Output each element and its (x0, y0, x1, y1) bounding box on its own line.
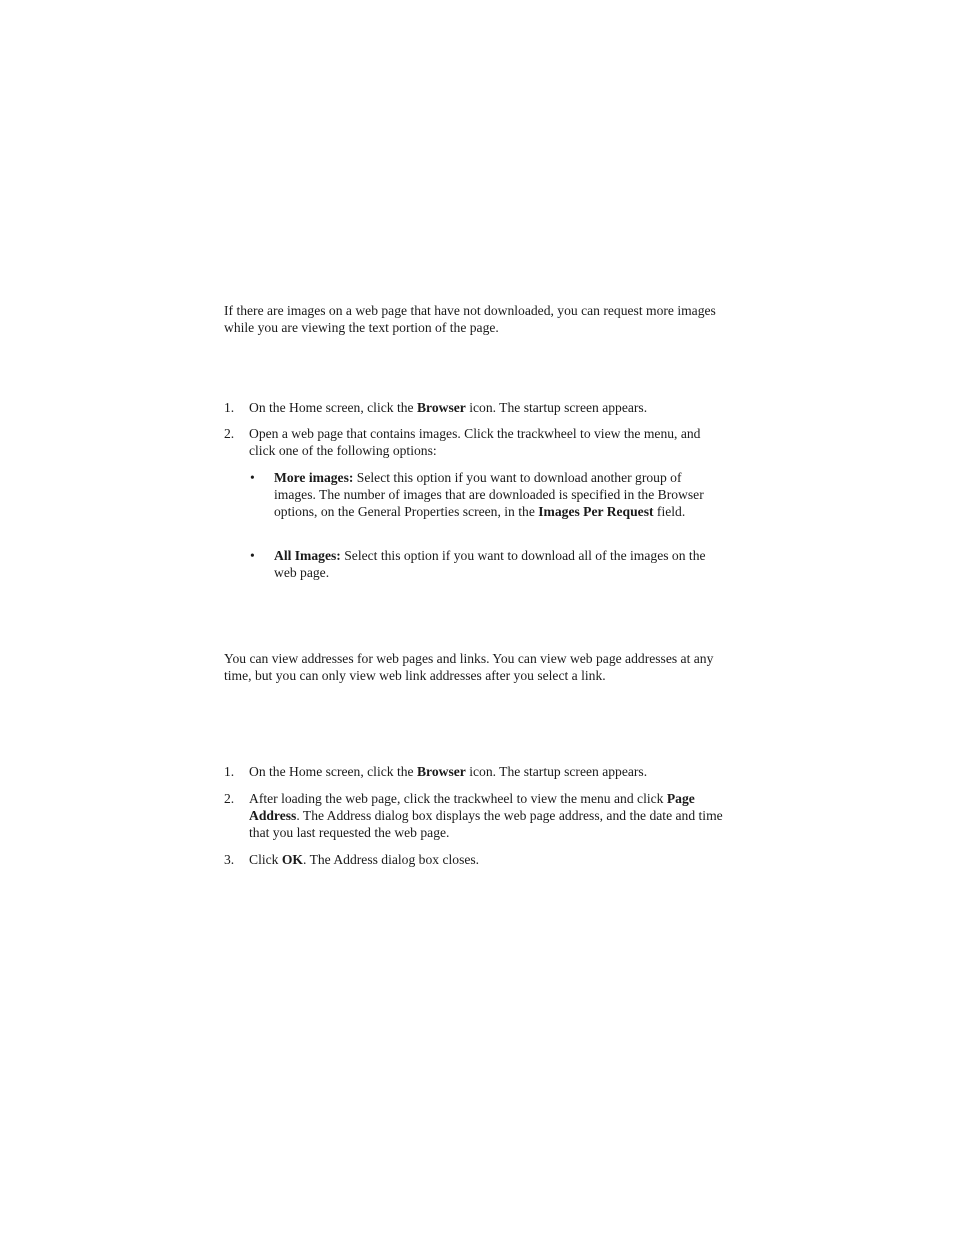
option-text: All Images: Select this option if you want to download all of the images on the web page. (274, 548, 706, 580)
step-text: Open a web page that contains images. Click the trackwheel to view the menu, and click one of the following options: (249, 426, 701, 458)
bullet-marker: • (250, 548, 255, 563)
step-number: 1. (224, 400, 235, 415)
step-number: 2. (224, 426, 235, 441)
request-images-intro: If there are images on a web page that have not downloaded, you can request more images while you are viewing the text portion of the page. (224, 303, 716, 335)
option-text: More images: Select this option if you want to download another group of images. The number of images that are downloaded is specified in the Browser options, on the General Properties screen, in the Images Per Request field. (274, 470, 704, 519)
step-number: 2. (224, 791, 235, 806)
step-text: After loading the web page, click the trackwheel to view the menu and click Page Address. The Address dialog box displays the web page address, and the date and time that you last requested the web page. (249, 791, 723, 840)
step-number: 3. (224, 852, 235, 867)
bullet-marker: • (250, 470, 255, 485)
step-text: Click OK. The Address dialog box closes. (249, 852, 480, 867)
step-number: 1. (224, 764, 235, 779)
view-addresses-intro: You can view addresses for web pages and links. You can view web page addresses at any time, but you can only view web link addresses after you select a link. (224, 651, 714, 683)
step-text: On the Home screen, click the Browser icon. The startup screen appears. (249, 764, 648, 779)
step-text: On the Home screen, click the Browser icon. The startup screen appears. (249, 400, 648, 415)
